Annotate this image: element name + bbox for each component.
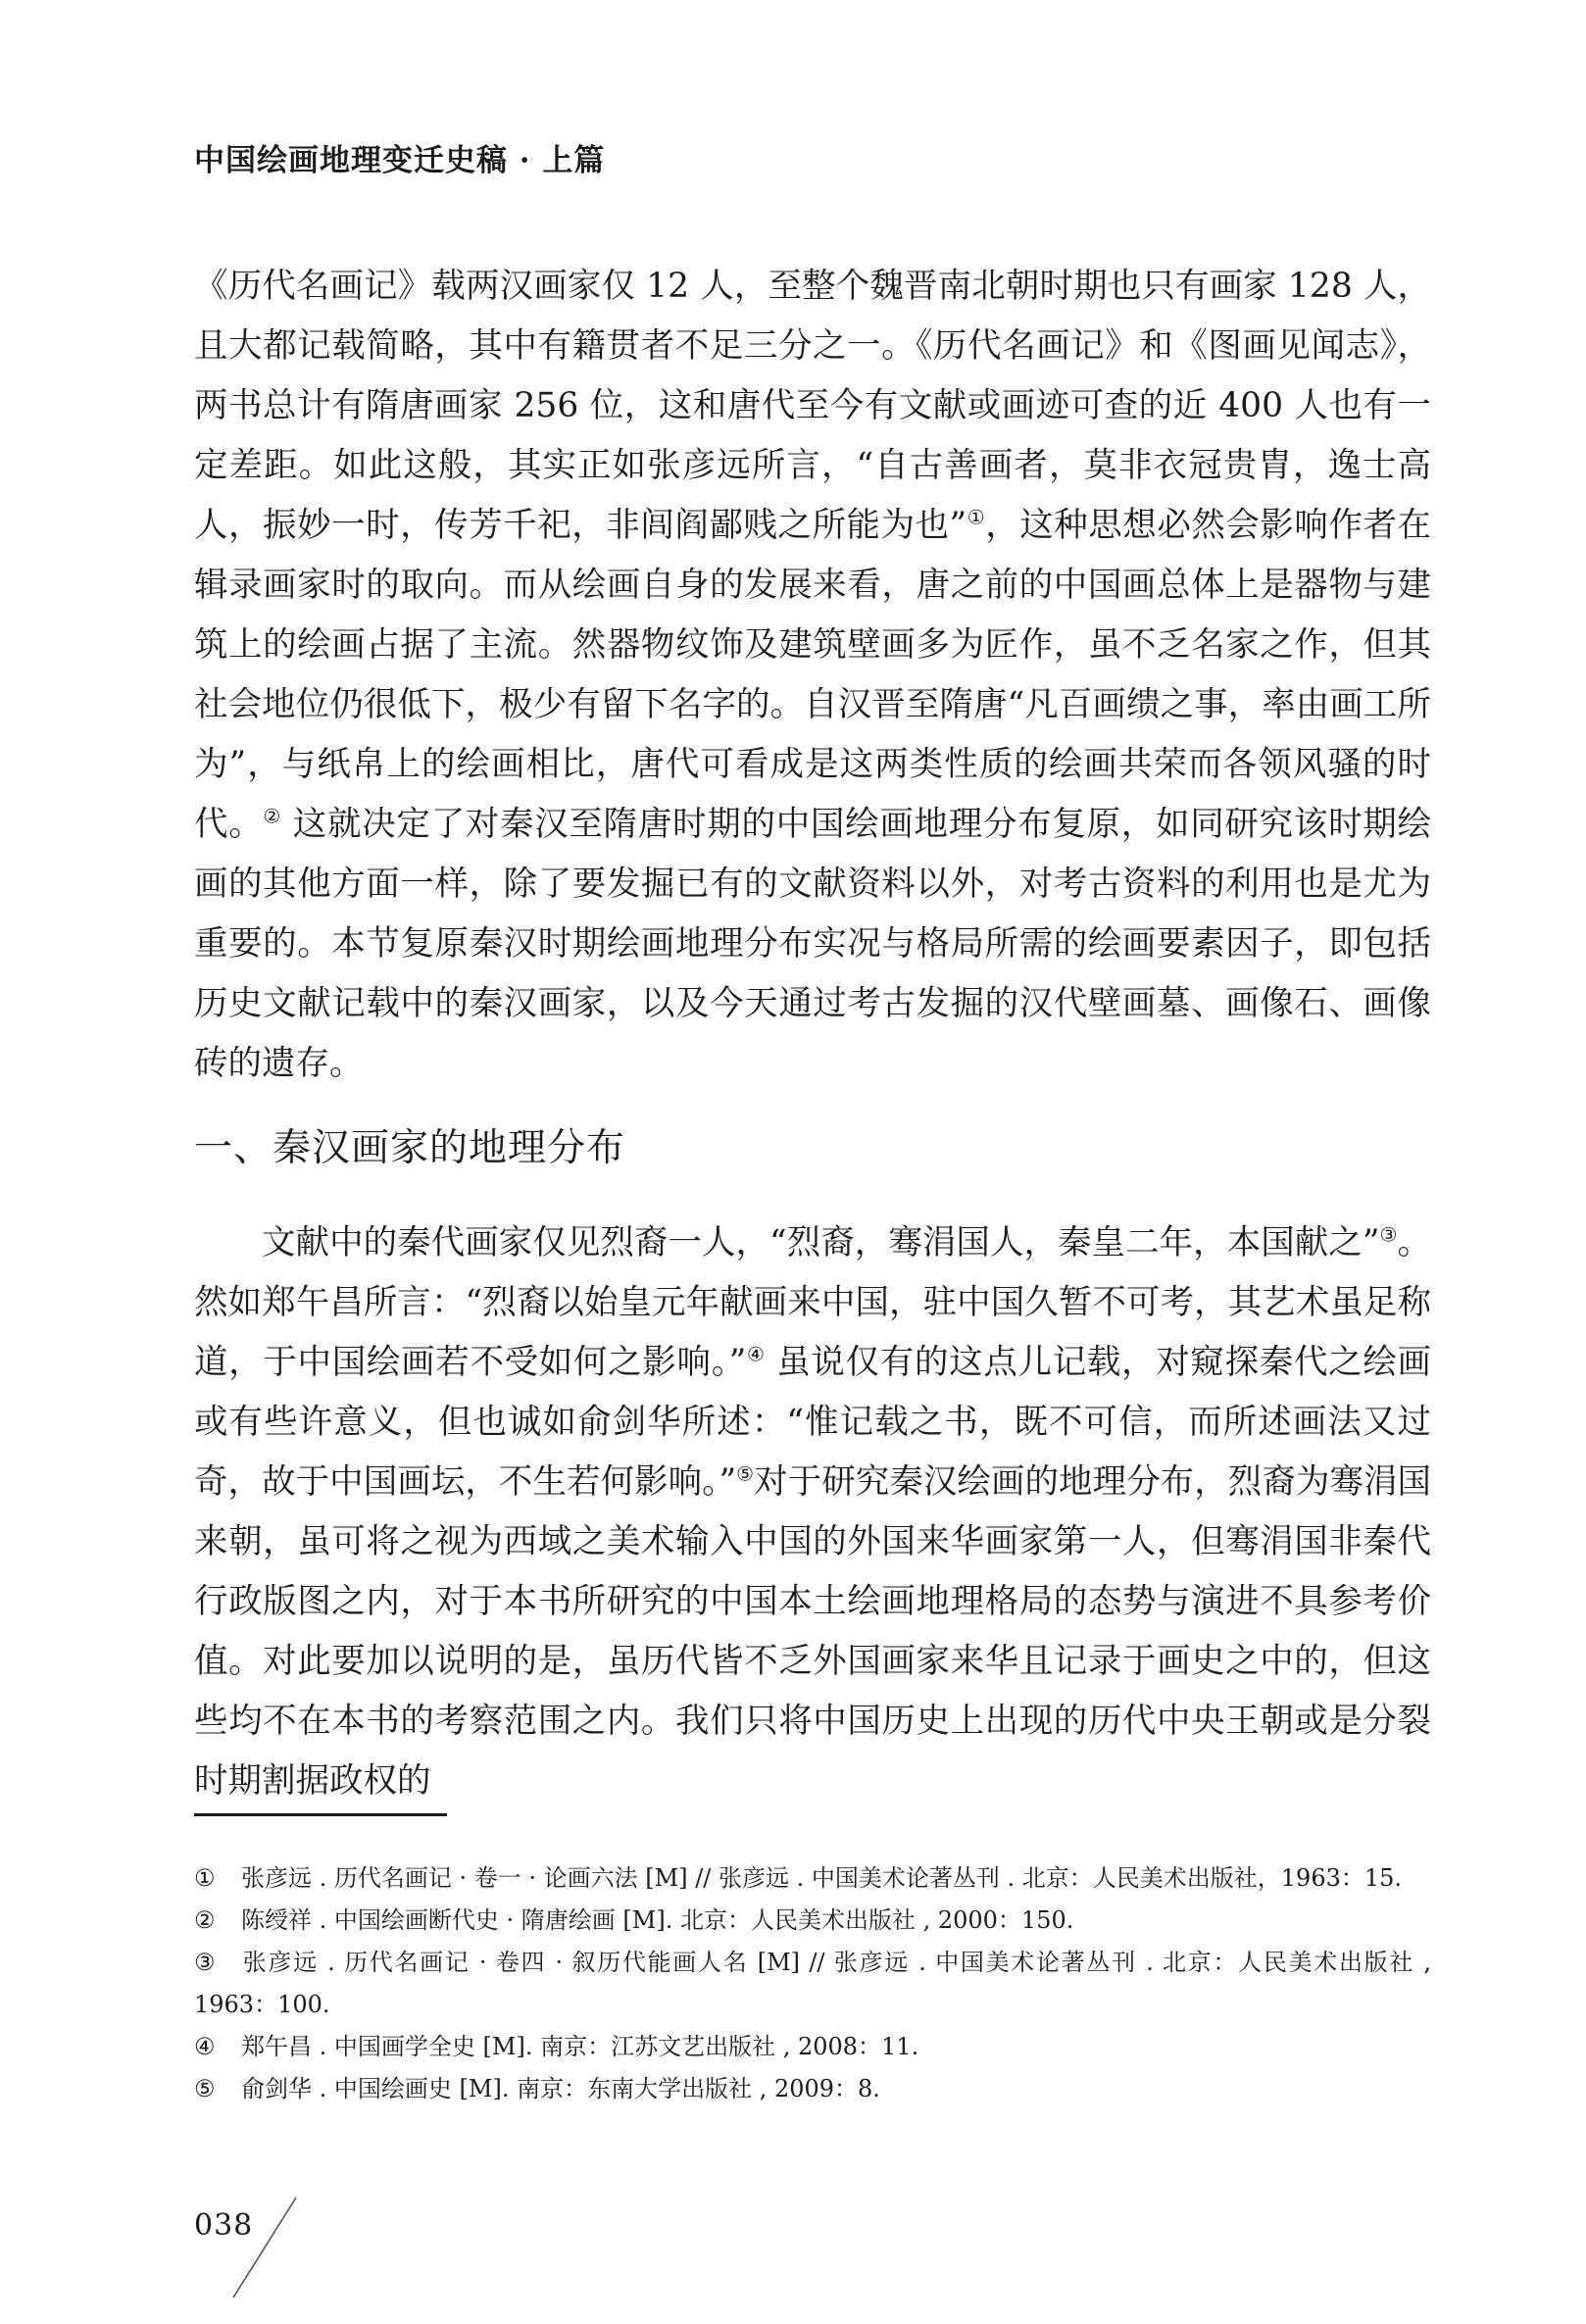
footnote-text: 张彦远 . 历代名画记 · 卷四 · 叙历代能画人名 [M] // 张彦远 . 中国美术论著丛刊 . 北京：人民美术出版社 , 1963：100. (194, 1949, 1431, 2018)
footnote-ref-1[interactable]: ① (966, 505, 986, 529)
footnote-text: 郑午昌 . 中国画学全史 [M]. 南京：江苏文艺出版社 , 2008：11. (241, 2033, 919, 2060)
footnote-item (194, 1942, 1431, 2026)
corner-slash-decoration (225, 2194, 304, 2301)
intro-paragraph (194, 257, 1431, 1094)
footnote-ref-4[interactable]: ④ (746, 1342, 766, 1366)
footnote-mark: ③ (194, 1949, 216, 1976)
footnote-text: 陈绶祥 . 中国绘画断代史 · 隋唐绘画 [M]. 北京：人民美术出版社 , 2000：150. (241, 1906, 1074, 1934)
section-heading: 一、秦汉画家的地理分布 (194, 1126, 626, 1170)
section-text-b: 。然如郑午昌所言：“烈裔以始皇元年献画来中国，驻中国久暂不可考，其艺术虽足称道，于中国绘画若不受如何之影响。” (194, 1223, 1431, 1382)
footnote-text: 俞剑华 . 中国绘画史 [M]. 南京：东南大学出版社 , 2009：8. (241, 2075, 880, 2102)
footnote-ref-2[interactable]: ② (263, 804, 282, 828)
footnote-ref-5[interactable]: ⑤ (736, 1461, 755, 1486)
footnote-divider (194, 1813, 447, 1816)
footnote-list (194, 1857, 1431, 2110)
footnote-mark: ⑤ (194, 2075, 216, 2102)
footnote-item (194, 1857, 1431, 1900)
footnote-mark: ④ (194, 2033, 216, 2060)
intro-text-c: 这就决定了对秦汉至隋唐时期的中国绘画地理分布复原，如同研究该时期绘画的其他方面一样，除了要发掘已有的文献资料以外，对考古资料的利用也是尤为重要的。本节复原秦汉时期绘画地理分布实况与格局所需的绘画要素因子，即包括历史文献记载中的秦汉画家，以及今天通过考古发掘的汉代壁画墓、画像石、画像砖的遗存。 (194, 805, 1431, 1083)
intro-text-b: ，这种思想必然会影响作者在辑录画家时的取向。而从绘画自身的发展来看，唐之前的中国画总体上是器物与建筑上的绘画占据了主流。然器物纹饰及建筑壁画多为匠作，虽不乏名家之作，但其社会地位仍很低下，极少有留下名字的。自汉晋至隋唐“凡百画缋之事，率由画工所为”，与纸帛上的绘画相比，唐代可看成是这两类性质的绘画共荣而各领风骚的时代。 (194, 506, 1431, 844)
section-text-a: 文献中的秦代画家仅见烈裔一人，“烈裔，骞涓国人，秦皇二年，本国献之” (262, 1223, 1380, 1262)
running-header: 中国绘画地理变迁史稿 · 上篇 (194, 143, 606, 178)
footnote-ref-3[interactable]: ③ (1379, 1222, 1398, 1247)
footnote-mark: ① (194, 1864, 216, 1892)
footnote-text: 张彦远 . 历代名画记 · 卷一 · 论画六法 [M] // 张彦远 . 中国美术论著丛刊 . 北京：人民美术出版社，1963：15. (241, 1864, 1403, 1892)
section-text-d: 对于研究秦汉绘画的地理分布，烈裔为骞涓国来朝，虽可将之视为西域之美术输入中国的外国来华画家第一人，但骞涓国非秦代行政版图之内，对于本书所研究的中国本土绘画地理格局的态势与演进不具参考价值。对此要加以说明的是，虽历代皆不乏外国画家来华且记录于画史之中的，但这些均不在本书的考察范围之内。我们只将中国历史上出现的历代中央王朝或是分裂时期割据政权的 (194, 1462, 1431, 1801)
footnote-item (194, 2026, 1431, 2068)
intro-text-a: 《历代名画记》载两汉画家仅 12 人，至整个魏晋南北朝时期也只有画家 128 人，且大都记载简略，其中有籍贯者不足三分之一。《历代名画记》和《图画见闻志》，两书总计有隋唐画家 256 位，这和唐代至今有文献或画迹可查的近 400 人也有一定差距。如此这般，其实正如张彦远所言，“自古善画者，莫非衣冠贵胄，逸士高人，振妙一时，传芳千祀，非闾阎鄙贱之所能为也” (194, 267, 1431, 545)
section-text-c: 虽说仅有的这点儿记载，对窥探秦代之绘画或有些许意义，但也诚如俞剑华所述：“惟记载之书，既不可信，而所述画法又过奇，故于中国画坛，不生若何影响。” (194, 1343, 1432, 1502)
section-paragraph (194, 1213, 1431, 1811)
footnote-item (194, 1900, 1431, 1942)
footnote-mark: ② (194, 1906, 216, 1934)
footnote-item (194, 2068, 1431, 2110)
page-number: 038 (194, 2208, 254, 2243)
